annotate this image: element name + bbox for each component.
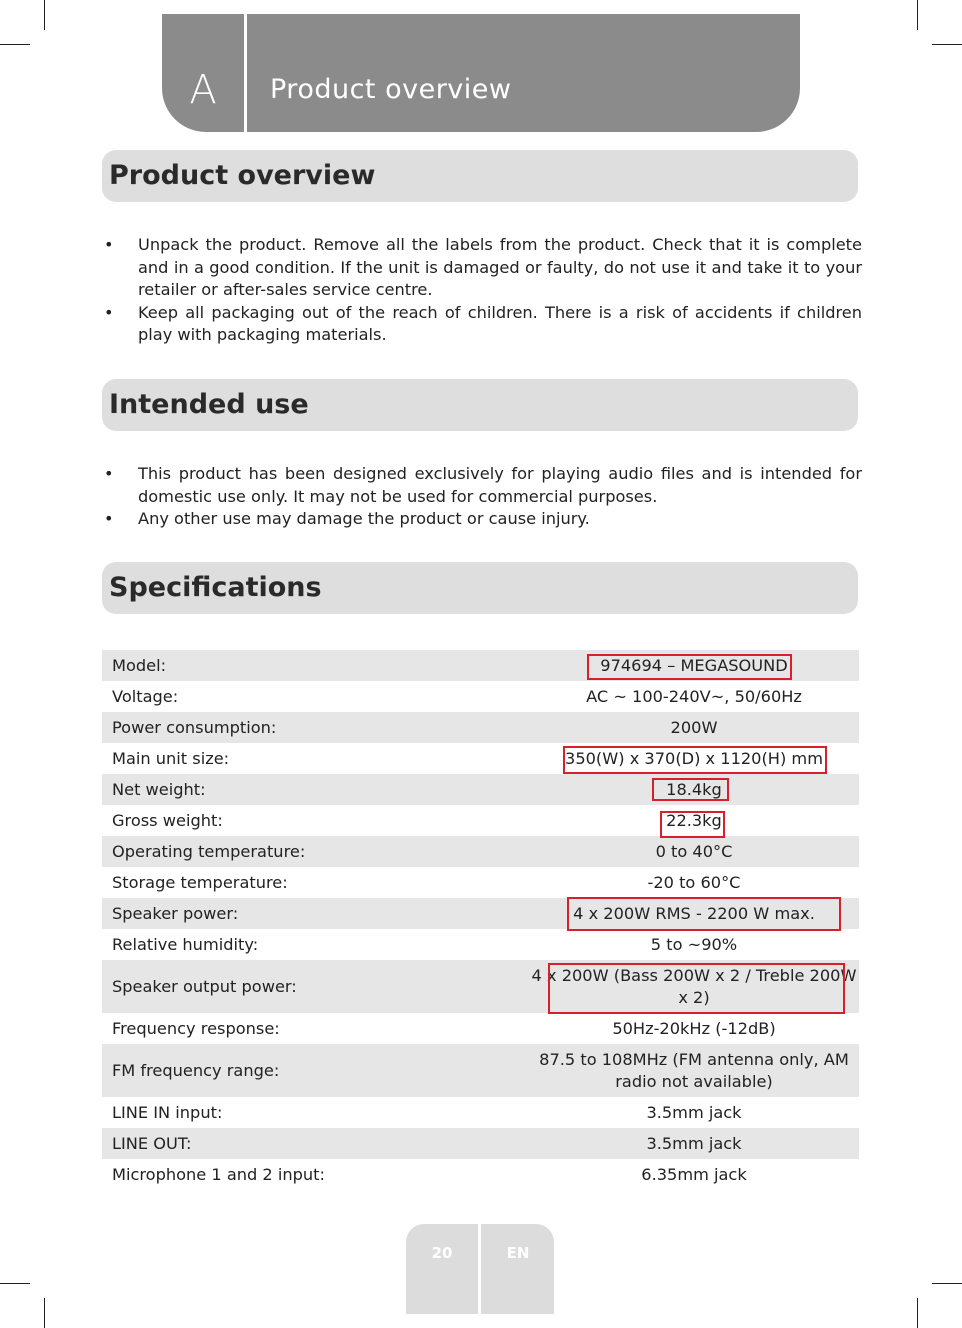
spec-value: 50Hz-20kHz (-12dB) [612, 1018, 776, 1038]
spec-value: -20 to 60°C [647, 872, 741, 892]
list-item [102, 508, 862, 531]
footer-divider [478, 1224, 481, 1314]
spec-value: 3.5mm jack [646, 1102, 742, 1122]
spec-label: LINE IN input: [112, 1103, 223, 1122]
spec-value: 200W [670, 717, 718, 737]
bullet: • [104, 509, 114, 528]
spec-label: LINE OUT: [112, 1134, 192, 1153]
crop-mark [932, 1283, 962, 1284]
table-row [102, 650, 859, 681]
spec-label: Gross weight: [112, 811, 223, 830]
table-row [102, 805, 859, 836]
spec-label: Relative humidity: [112, 935, 259, 954]
spec-value: 6.35mm jack [641, 1164, 747, 1184]
list-item [102, 463, 862, 508]
spec-value: 22.3kg [666, 810, 722, 830]
list-item-text: Unpack the product. Remove all the labels from the product. Check that it is complete and in a good condition. If the unit is damaged or faulty, do not use it and take it to your retailer or after-sales service centre. [138, 235, 862, 299]
spec-value: 4 x 200W (Bass 200W x 2 / Treble 200W x 2) [531, 965, 857, 1007]
section-header-intended-use [102, 379, 858, 431]
chapter-header [162, 14, 800, 132]
crop-mark [44, 0, 45, 30]
crop-mark [917, 1298, 918, 1328]
table-row [102, 1097, 859, 1128]
spec-label: Microphone 1 and 2 input: [112, 1165, 325, 1184]
spec-value: 350(W) x 370(D) x 1120(H) mm [565, 748, 823, 768]
crop-mark [0, 1283, 30, 1284]
list-item-text: This product has been designed exclusively for playing audio files and is intended for domestic use only. It may not be used for commercial purposes. [138, 464, 862, 506]
spec-label: Operating temperature: [112, 842, 306, 861]
bullet: • [104, 302, 114, 322]
list-item-text: Keep all packaging out of the reach of children. There is a risk of accidents if children play with packaging materials. [138, 302, 862, 344]
table-row [102, 712, 859, 743]
list-item-text: Any other use may damage the product or cause injury. [138, 509, 590, 528]
crop-mark [44, 1298, 45, 1328]
page-footer [406, 1224, 554, 1314]
spec-value: 0 to 40°C [655, 841, 733, 861]
table-row [102, 1159, 859, 1190]
product-overview-list [102, 234, 862, 347]
spec-label: Net weight: [112, 780, 206, 799]
page-number: 20 [431, 1244, 453, 1262]
table-row [102, 898, 859, 929]
language-code: EN [506, 1244, 530, 1262]
spec-label: Model: [112, 656, 167, 675]
table-row [102, 743, 859, 774]
spec-value: 5 to ~90% [650, 934, 738, 954]
spec-label: Storage temperature: [112, 873, 288, 892]
section-header-product-overview [102, 150, 858, 202]
chapter-title: Product overview [270, 74, 512, 105]
spec-label: Voltage: [112, 687, 179, 706]
section-header-specifications [102, 562, 858, 614]
table-row [102, 867, 859, 898]
table-row [102, 836, 859, 867]
section-title: Intended use [109, 389, 309, 420]
table-row [102, 1044, 859, 1097]
list-item [102, 302, 862, 347]
list-item [102, 234, 862, 302]
table-row [102, 1128, 859, 1159]
section-title: Product overview [109, 160, 376, 191]
bullet: • [104, 235, 114, 254]
section-title: Specifications [109, 572, 322, 603]
crop-mark [917, 0, 918, 30]
table-row [102, 774, 859, 805]
table-row [102, 681, 859, 712]
spec-label: Speaker output power: [112, 977, 297, 996]
spec-value: AC ~ 100-240V~, 50/60Hz [586, 686, 802, 706]
spec-label: FM frequency range: [112, 1061, 280, 1080]
intended-use-list [102, 463, 862, 531]
spec-value: 974694 – MEGASOUND [600, 655, 788, 675]
table-row [102, 929, 859, 960]
table-row [102, 960, 859, 1013]
crop-mark [932, 44, 962, 45]
specifications-table [102, 650, 859, 1190]
crop-mark [0, 44, 30, 45]
spec-value: 3.5mm jack [646, 1133, 742, 1153]
spec-label: Frequency response: [112, 1019, 280, 1038]
spec-label: Main unit size: [112, 749, 230, 768]
chapter-divider [244, 14, 247, 132]
spec-value: 4 x 200W RMS - 2200 W max. [573, 903, 815, 923]
spec-label: Speaker power: [112, 904, 239, 923]
spec-value: 18.4kg [666, 779, 722, 799]
table-row [102, 1013, 859, 1044]
spec-label: Power consumption: [112, 718, 277, 737]
bullet: • [104, 464, 114, 483]
spec-value: 87.5 to 108MHz (FM antenna only, AM radio not available) [539, 1049, 849, 1091]
chapter-letter: A [189, 67, 217, 113]
